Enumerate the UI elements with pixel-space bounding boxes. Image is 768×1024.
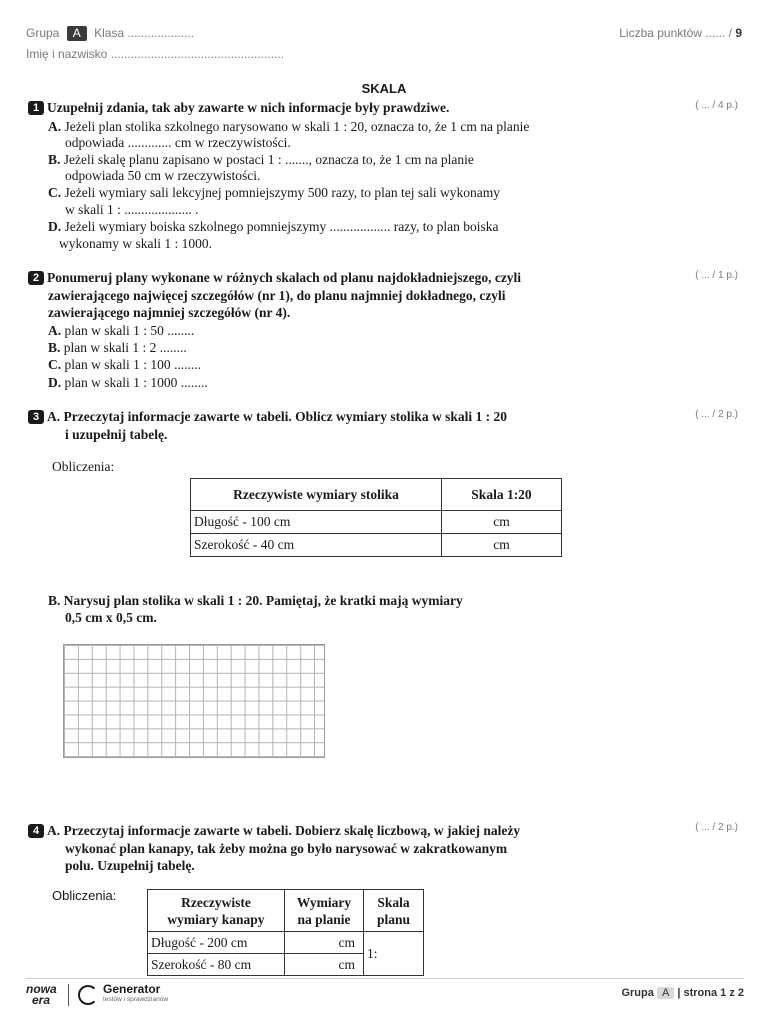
question-1: [28, 99, 449, 116]
q4-table-input-cell[interactable]: [285, 932, 364, 954]
option-text: Jeżeli skalę planu zapisano w postaci 1 : ......., oznacza to, że 1 cm na planie: [63, 152, 474, 167]
question-4-line3: polu. Uzupełnij tabelę.: [65, 858, 195, 873]
q3-part-b-line2: 0,5 cm x 0,5 cm.: [65, 610, 157, 625]
q4-table: [147, 889, 424, 976]
option-letter: D.: [48, 375, 62, 390]
question-1-number: 1: [28, 101, 44, 115]
question-2-points: ( ... / 1 p.): [695, 270, 738, 281]
unit-label: cm: [493, 537, 510, 552]
logo-line: nowa: [26, 982, 57, 996]
generator-logo-icon: [78, 985, 98, 1005]
grupa-label: Grupa: [26, 26, 60, 40]
q3-table-cell: Długość - 100 cm: [191, 511, 442, 534]
q1-option-b-cont: odpowiada 50 cm w rzeczywistości.: [65, 168, 261, 183]
question-4-number: 4: [28, 824, 44, 838]
question-4-line2: wykonać plan kanapy, tak żeby można go było narysować w zakratkowanym: [65, 841, 508, 856]
q3-table-header: Rzeczywiste wymiary stolika: [191, 479, 442, 511]
klasa-label: Klasa ....................: [94, 26, 195, 40]
q3-table-input-cell[interactable]: [442, 534, 562, 557]
question-2-line2: zawierającego najwięcej szczegółów (nr 1), do planu najmniej dokładnego, czyli: [48, 288, 506, 303]
footer-grupa-badge: A: [657, 987, 674, 999]
q3-table: [190, 478, 562, 557]
generator-subtitle: testów i sprawdzianów: [103, 996, 169, 1003]
option-text: plan w skali 1 : 1000 ........: [64, 375, 208, 390]
header-line: Rzeczywiste: [181, 894, 251, 910]
option-letter: C.: [48, 185, 62, 200]
generator-logo: [103, 982, 168, 1004]
header-line: Skala: [377, 894, 410, 910]
question-4-line1: A. Przeczytaj informacje zawarte w tabeli. Dobierz skalę liczbową, w jakiej należy: [47, 823, 521, 838]
logo-separator: [68, 984, 69, 1006]
header-line: Wymiary: [296, 894, 352, 910]
q4-table-header: [148, 890, 285, 932]
page-title: SKALA: [361, 81, 407, 96]
option-letter: A.: [48, 119, 62, 134]
q2-option-a: [48, 322, 194, 339]
q4-table-input-cell[interactable]: [285, 954, 364, 976]
q3-table-cell: Szerokość - 40 cm: [191, 534, 442, 557]
header-line: planu: [376, 911, 411, 927]
points-total: [619, 26, 742, 40]
q4-table-cell: Długość - 200 cm: [148, 932, 285, 954]
generator-title: Generator: [103, 982, 161, 996]
header-line: na planie: [297, 911, 351, 927]
q3-table-header: Skala 1:20: [442, 479, 562, 511]
q1-option-c-cont: w skali 1 : .................... .: [65, 202, 199, 217]
q2-option-d: [48, 374, 208, 391]
option-text: plan w skali 1 : 50 ........: [64, 323, 195, 338]
unit-label: cm: [338, 934, 355, 950]
grupa-badge: A: [67, 26, 87, 41]
question-3: [28, 408, 507, 425]
question-3-points: ( ... / 2 p.): [695, 409, 738, 420]
option-letter: C.: [48, 357, 62, 372]
footer-page-number: | strona 1 z 2: [677, 987, 744, 999]
q3-table-input-cell[interactable]: [442, 511, 562, 534]
q4-table-cell: Szerokość - 80 cm: [148, 954, 285, 976]
nowa-era-logo: [26, 984, 57, 1006]
q4-scale-input-cell[interactable]: [364, 932, 424, 976]
header-line: wymiary kanapy: [167, 911, 265, 927]
option-text: plan w skali 1 : 2 ........: [63, 340, 187, 355]
option-text: plan w skali 1 : 100 ........: [64, 357, 201, 372]
q4-table-header: [285, 890, 364, 932]
unit-label: cm: [338, 956, 355, 972]
scale-label: 1:: [367, 945, 378, 961]
q1-option-a: [48, 118, 529, 135]
option-letter: B.: [48, 152, 61, 167]
question-3-number: 3: [28, 410, 44, 424]
points-label: Liczba punktów ...... /: [619, 26, 732, 40]
drawing-grid[interactable]: [63, 644, 325, 758]
option-text: Jeżeli plan stolika szkolnego narysowano w skali 1 : 20, oznacza to, że 1 cm na planie: [64, 119, 530, 134]
question-1-text: Uzupełnij zdania, tak aby zawarte w nich informacje były prawdziwe.: [47, 100, 450, 115]
footer-grupa-label: Grupa: [621, 987, 654, 999]
question-2-line1: Ponumeruj plany wykonane w różnych skalach od planu najdokładniejszego, czyli: [47, 270, 522, 285]
q2-option-c: [48, 356, 201, 373]
q1-option-a-cont: odpowiada ............. cm w rzeczywistości.: [65, 135, 291, 150]
footer-divider: [26, 978, 744, 979]
question-2-line3: zawierającego najmniej szczegółów (nr 4).: [48, 305, 291, 320]
question-2-number: 2: [28, 271, 44, 285]
option-letter: A.: [48, 323, 62, 338]
q1-option-d-cont: wykonamy w skali 1 : 1000.: [59, 236, 212, 251]
option-letter: B.: [48, 340, 61, 355]
q1-option-b: [48, 151, 474, 168]
q3-obliczenia-label: Obliczenia:: [52, 459, 115, 474]
points-max: 9: [735, 26, 742, 40]
option-text: Jeżeli wymiary boiska szkolnego pomniejszymy .................. razy, to plan boiska: [64, 219, 499, 234]
q1-option-d: [48, 218, 499, 235]
footer-page-info: [621, 987, 744, 999]
question-4: [28, 822, 520, 839]
q4-table-header: [364, 890, 424, 932]
question-3-line1: A. Przeczytaj informacje zawarte w tabeli. Oblicz wymiary stolika w skali 1 : 20: [47, 409, 508, 424]
header-group: [26, 26, 194, 41]
imie-label: Imię i nazwisko ....................................................: [26, 47, 285, 61]
q4-obliczenia-label: Obliczenia:: [52, 888, 117, 903]
option-letter: D.: [48, 219, 62, 234]
question-1-points: ( ... / 4 p.): [695, 100, 738, 111]
question-2: [28, 269, 521, 286]
question-3-line2: i uzupełnij tabelę.: [65, 427, 168, 442]
logo-line: era: [32, 993, 51, 1007]
option-text: Jeżeli wymiary sali lekcyjnej pomniejszymy 500 razy, to plan tej sali wykonamy: [64, 185, 501, 200]
q3-part-b-line1: B. Narysuj plan stolika w skali 1 : 20. Pamiętaj, że kratki mają wymiary: [48, 593, 463, 608]
question-4-points: ( ... / 2 p.): [695, 822, 738, 833]
unit-label: cm: [493, 514, 510, 529]
q1-option-c: [48, 184, 500, 201]
q2-option-b: [48, 339, 187, 356]
